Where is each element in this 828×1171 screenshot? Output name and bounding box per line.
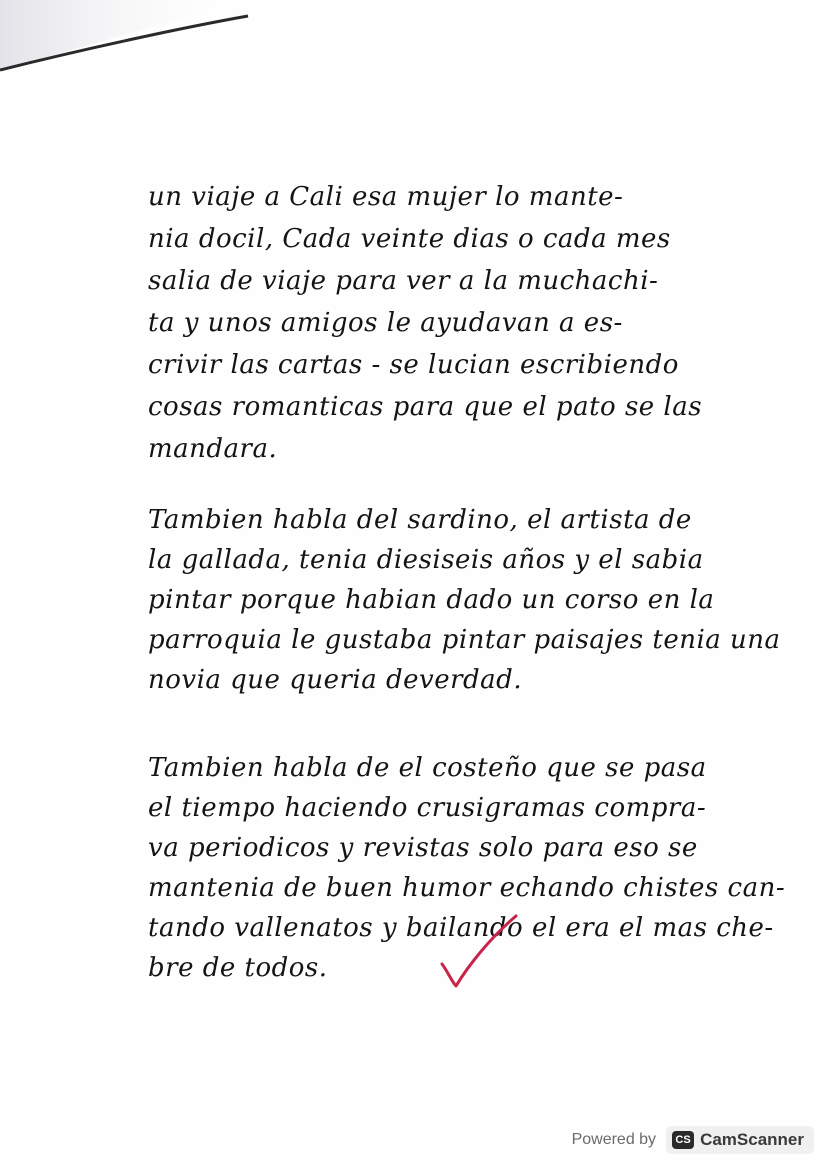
powered-by-label: Powered by bbox=[571, 1131, 657, 1148]
handwritten-line: Tambien habla de el costeño que se pasa bbox=[148, 753, 707, 783]
handwritten-line: cosas romanticas para que el pato se las bbox=[148, 392, 703, 422]
handwritten-line: mandara. bbox=[148, 434, 278, 464]
handwritten-line: Tambien habla del sardino, el artista de bbox=[148, 505, 692, 535]
paragraph-1 bbox=[148, 176, 788, 470]
handwritten-line: tando vallenatos y bailando el era el mas che- bbox=[148, 913, 774, 943]
check-mark-icon bbox=[432, 910, 522, 990]
handwritten-line: va periodicos y revistas solo para eso se bbox=[148, 833, 698, 863]
camscanner-logo-icon: CS bbox=[672, 1131, 694, 1149]
scanner-footer bbox=[572, 1124, 814, 1156]
handwritten-line: un viaje a Cali esa mujer lo mante- bbox=[148, 182, 624, 212]
handwritten-line: pintar porque habian dado un corso en la bbox=[148, 585, 715, 615]
handwritten-line: bre de todos. bbox=[148, 953, 328, 983]
paragraph-2 bbox=[148, 500, 788, 700]
handwritten-line: salia de viaje para ver a la muchachi- bbox=[148, 266, 659, 296]
handwritten-line: nia docil, Cada veinte dias o cada mes bbox=[148, 224, 671, 254]
handwritten-line: parroquia le gustaba pintar paisajes tenia una bbox=[148, 625, 781, 655]
camscanner-badge bbox=[666, 1126, 814, 1154]
page-corner-shadow bbox=[0, 0, 828, 100]
handwritten-line: ta y unos amigos le ayudavan a es- bbox=[148, 308, 623, 338]
handwritten-line: novia que queria deverdad. bbox=[148, 665, 523, 695]
handwritten-line: mantenia de buen humor echando chistes can- bbox=[148, 873, 786, 903]
handwritten-line: el tiempo haciendo crusigramas compra- bbox=[148, 793, 707, 823]
handwritten-line: crivir las cartas - se lucian escribiendo bbox=[148, 350, 679, 380]
camscanner-brand: CamScanner bbox=[700, 1130, 804, 1149]
handwritten-line: la gallada, tenia diesiseis años y el sabia bbox=[148, 545, 704, 575]
